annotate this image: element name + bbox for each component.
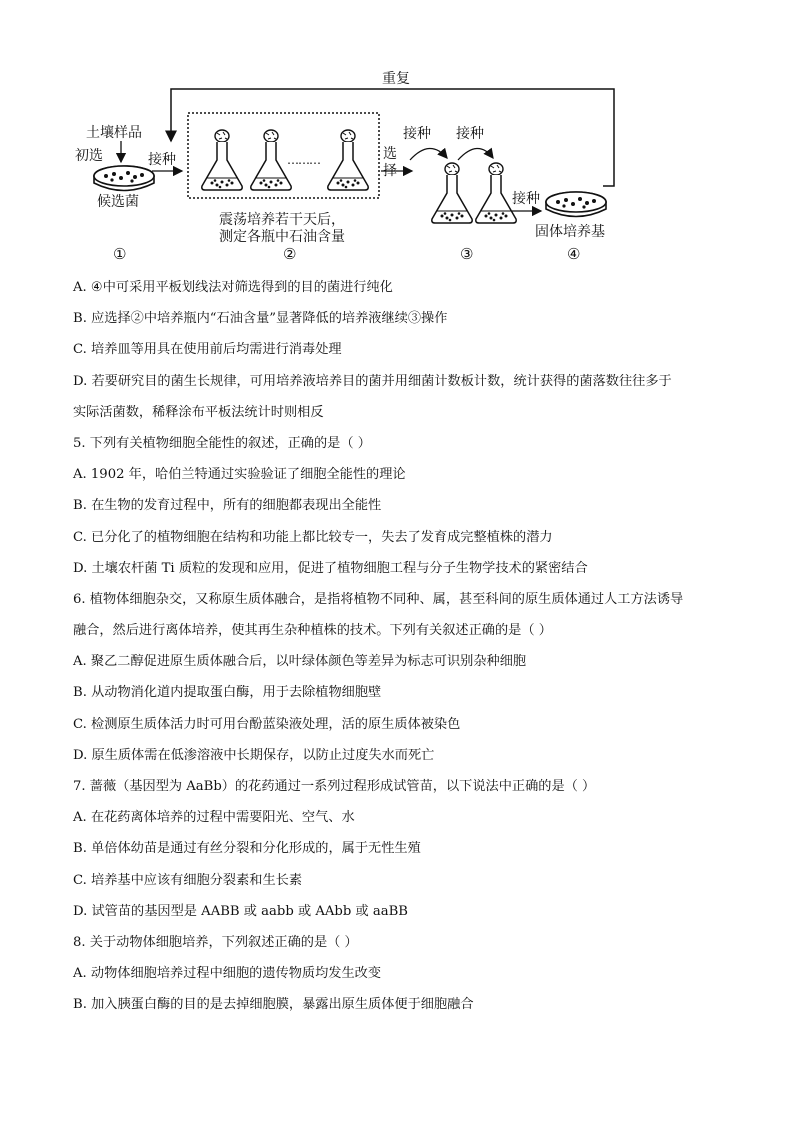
text-line: A. ④中可采用平板划线法对筛选得到的目的菌进行纯化: [73, 280, 393, 295]
flask-1: [202, 130, 242, 190]
step-1-number: ①: [113, 245, 127, 263]
text-line: D. 试管苗的基因型是 AABB 或 aabb 或 AAbb 或 aaBB: [73, 903, 408, 919]
inoculate-arrow-3: [458, 148, 493, 160]
step-3-number: ③: [460, 245, 474, 263]
flask-step3-1: [432, 163, 472, 223]
text-line: A. 在花药离体培养的过程中需要阳光、空气、水: [73, 810, 355, 826]
text-line: B. 在生物的发育过程中，所有的细胞都表现出全能性: [73, 498, 382, 514]
text-line: 融合，然后进行离体培养，使其再生杂种植株的技术。下列有关叙述正确的是（ ）: [73, 623, 552, 639]
experiment-flow-diagram: [0, 0, 794, 270]
text-line: B. 从动物消化道内提取蛋白酶，用于去除植物细胞壁: [73, 685, 382, 701]
text-line: C. 检测原生质体活力时可用台酚蓝染液处理，活的原生质体被染色: [73, 716, 461, 732]
question-7-stem: 7. 蔷薇（基因型为 AaBb）的花药通过一系列过程形成试管苗，以下说法中正确的是（ ）: [73, 779, 596, 794]
question-text: [73, 272, 763, 1021]
text-line: C. 已分化了的植物细胞在结构和功能上都比较专一，失去了发育成完整植株的潜力: [73, 529, 553, 545]
flask-step3-2: [476, 163, 516, 223]
inoculate-label-4: 接种: [512, 191, 540, 207]
shake-caption-2: 测定各瓶中石油含量: [219, 229, 345, 245]
inoculate-arrow-2: [410, 148, 447, 160]
text-line: D. 土壤农杆菌 Ti 质粒的发现和应用，促进了植物细胞工程与分子生物学技术的紧密结合: [73, 560, 588, 576]
text-line: A. 动物体细胞培养过程中细胞的遗传物质均发生改变: [73, 966, 382, 982]
flask-n: [328, 130, 368, 190]
select-label-1: 选: [383, 146, 397, 162]
text-line: C. 培养基中应该有细胞分裂素和生长素: [73, 872, 303, 888]
step-4-number: ④: [567, 245, 581, 263]
text-line: A. 1902 年，哈伯兰特通过实验验证了细胞全能性的理论: [73, 467, 406, 483]
repeat-label: 重复: [382, 71, 410, 87]
candidate-strain-label: 候选菌: [97, 194, 139, 210]
solid-medium-label: 固体培养基: [535, 224, 605, 240]
solid-medium-dish: [546, 192, 606, 217]
text-line: B. 应选择②中培养瓶内“石油含量”显著降低的培养液继续③操作: [73, 311, 448, 327]
text-line: D. 原生质体需在低渗溶液中长期保存，以防止过度失水而死亡: [73, 747, 435, 763]
initial-screen-label: 初选: [75, 148, 103, 164]
text-line: C. 培养皿等用具在使用前后均需进行消毒处理: [73, 342, 342, 358]
inoculate-label-3: 接种: [456, 126, 484, 142]
shake-caption-1: 震荡培养若干天后，: [219, 212, 345, 228]
candidate-dish: [94, 166, 154, 191]
question-5-stem: 5. 下列有关植物细胞全能性的叙述，正确的是（ ）: [73, 435, 371, 451]
inoculate-label-2: 接种: [403, 126, 431, 142]
soil-sample-label: 土壤样品: [86, 125, 142, 141]
flask-2: [251, 130, 291, 190]
text-line: B. 加入胰蛋白酶的目的是去掉细胞膜，暴露出原生质体便于细胞融合: [73, 997, 474, 1013]
text-line: B. 单倍体幼苗是通过有丝分裂和分化形成的，属于无性生殖: [73, 841, 421, 857]
step-2-number: ②: [283, 245, 297, 263]
inoculate-label-1: 接种: [148, 152, 176, 168]
select-label-2: 择: [383, 163, 397, 179]
text-line: A. 聚乙二醇促进原生质体融合后，以叶绿体颜色等差异为标志可识别杂种细胞: [73, 654, 527, 670]
text-line: D. 若要研究目的菌生长规律，可用培养液培养目的菌并用细菌计数板计数，统计获得的菌落数往往多于: [73, 373, 672, 389]
flask-ellipsis: ………: [287, 153, 320, 167]
text-line: 实际活菌数，稀释涂布平板法统计时则相反: [73, 404, 324, 420]
question-6-stem: 6. 植物体细胞杂交，又称原生质体融合，是指将植物不同种、属，甚至科间的原生质体通过人工方法诱导: [73, 591, 684, 607]
question-8-stem: 8. 关于动物体细胞培养，下列叙述正确的是（ ）: [73, 934, 358, 950]
